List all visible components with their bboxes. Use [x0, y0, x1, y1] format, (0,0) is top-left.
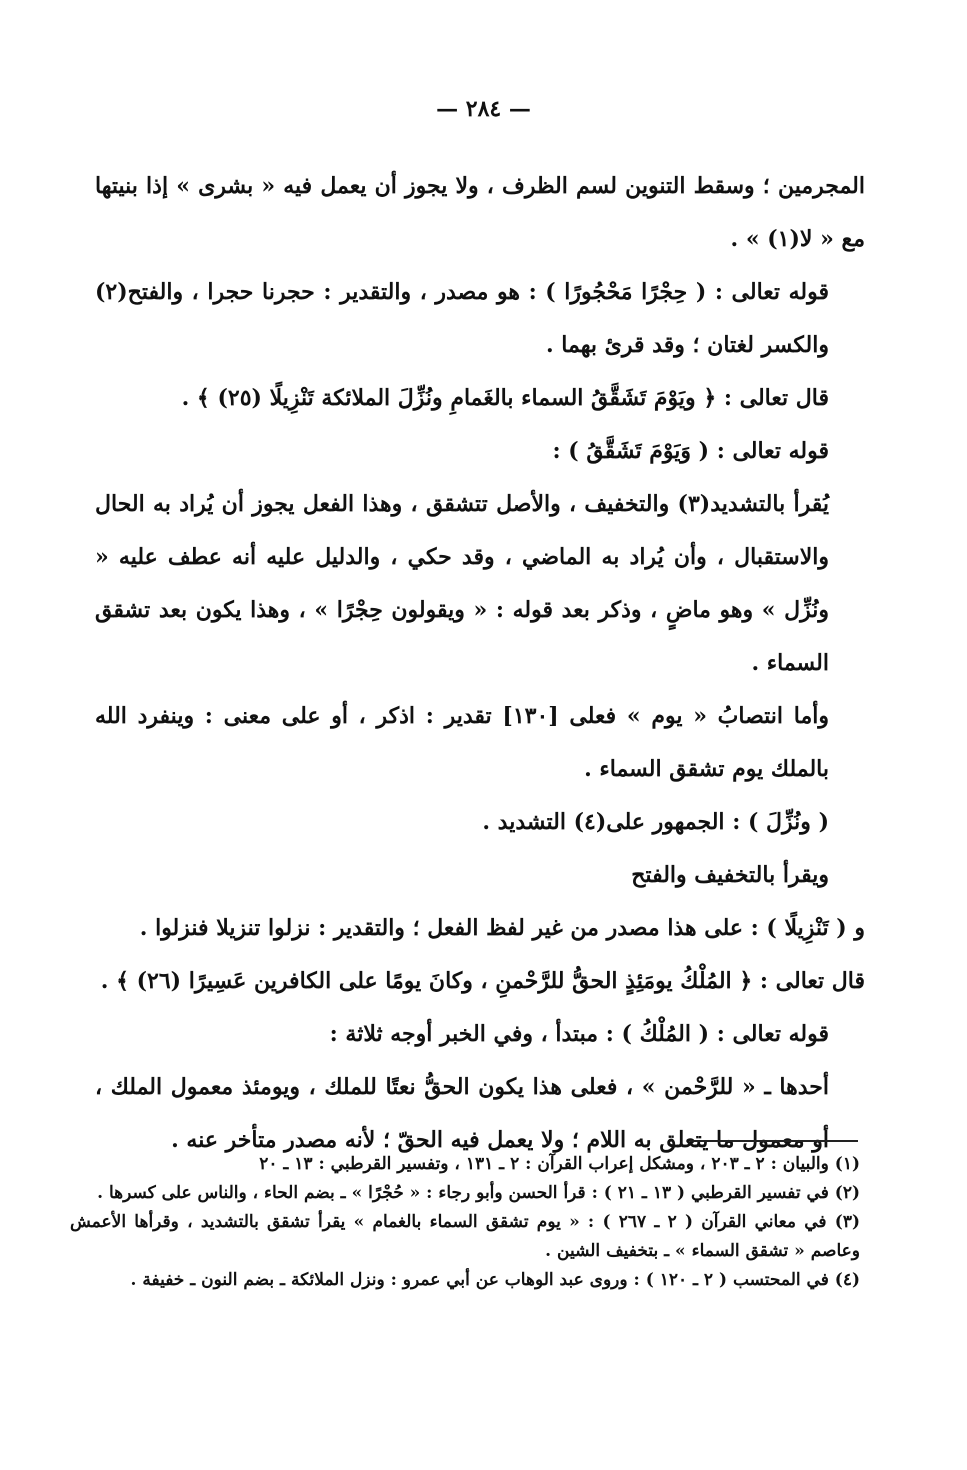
page-number: — ٢٨٤ — — [436, 96, 531, 122]
paragraph: ويقرأ بالتخفيف والفتح — [631, 862, 829, 888]
paragraph: قال تعالى : ﴿ ويَوْمَ تَشَقَّقُ السماء بالغَمامِ ونُزِّلَ الملائكة تَنْزِيلًا (٢٥) ﴾ . — [181, 385, 829, 411]
paragraph: قال تعالى : ﴿ المُلْكُ يومَئِذٍ الحقُّ للرَّحْمنِ ، وكانَ يومًا على الكافرين عَسِيرًا (٢٦) ﴾ . — [100, 968, 865, 994]
paragraph: ( ونُزِّلَ ) : الجمهور على(٤) التشديد . — [482, 809, 829, 835]
footnote: (٣) في معاني القرآن ( ٢ ـ ٢٦٧ ) : « يوم تشقق السماء بالغمام » يقرأ تشقق بالتشديد ، وقرأها الأعمش وعاصم « تشقق السماء » ـ بتخفيف الشين . — [70, 1212, 860, 1261]
paragraph: المجرمين ؛ وسقط التنوين لسم الظرف ، ولا يجوز أن يعمل فيه « بشرى » إذا بنيتها مع « لا(١) » . — [95, 173, 865, 252]
footnote: (١) والبيان : ٢ ـ ٢٠٣ ، ومشكل إعراب القرآن : ٢ ـ ١٣١ ، وتفسير القرطبي : ١٣ ـ ٢٠ — [259, 1154, 860, 1174]
footnote: (٤) في المحتسب ( ٢ ـ ١٢٠ ) : وروى عبد الوهاب عن أبي عمرو : ونزل الملائكة ـ بضم النون ـ خفيفة . — [130, 1270, 860, 1290]
footnotes — [70, 1150, 860, 1295]
paragraph: يُقرأ بالتشديد(٣) والتخفيف ، والأصل تتشقق ، وهذا الفعل يجوز أن يُراد به الحال والاستقبال ، وأن يُراد به الماضي ، وقد حكي ، والدليل عليه أنه عطف عليه « ونُزِّل » وهو ماضٍ ، وذكر بعد قوله : « ويقولون حِجْرًا » ، وهذا يكون بعد تشقق السماء . — [95, 491, 830, 676]
footnote-divider — [690, 1140, 858, 1142]
paragraph: قوله تعالى : ( وَيَوْمَ تَشَقَّقُ ) : — [552, 438, 829, 464]
paragraph: قوله تعالى : ( حِجْرًا مَحْجُورًا ) : هو مصدر ، والتقدير : حجرنا حجرا ، والفتح(٢) والكسر لغتان ؛ وقد قرئ بهما . — [95, 279, 829, 358]
paragraph: وأما انتصابُ « يوم » فعلى [١٣٠] تقدير : اذكر ، أو على معنى : وينفرد الله بالملك يوم تشقق السماء . — [95, 703, 829, 782]
paragraph: أحدها ـ « للرَّحْمن » ، فعلى هذا يكون الحقُّ نعتًا للملك ، ويومئذ معمول الملك ، أو معمول ما يتعلق به اللام ؛ ولا يعمل فيه الحقّ ؛ لأنه مصدر متأخر عنه . — [95, 1074, 829, 1153]
paragraph: قوله تعالى : ( المُلْكُ ) : مبتدأ ، وفي الخبر أوجه ثلاثة : — [329, 1021, 829, 1047]
paragraph: و ( تَنْزِيلًا ) : على هذا مصدر من غير لفظ الفعل ؛ والتقدير : نزلوا تنزيلا فنزلوا . — [139, 915, 865, 941]
footnote: (٢) في تفسير القرطبي ( ١٣ ـ ٢١ ) : قرأ الحسن وأبو رجاء : « حُجْرًا » ـ بضم الحاء ، والناس على كسرها . — [97, 1183, 860, 1203]
main-text — [95, 160, 865, 1167]
